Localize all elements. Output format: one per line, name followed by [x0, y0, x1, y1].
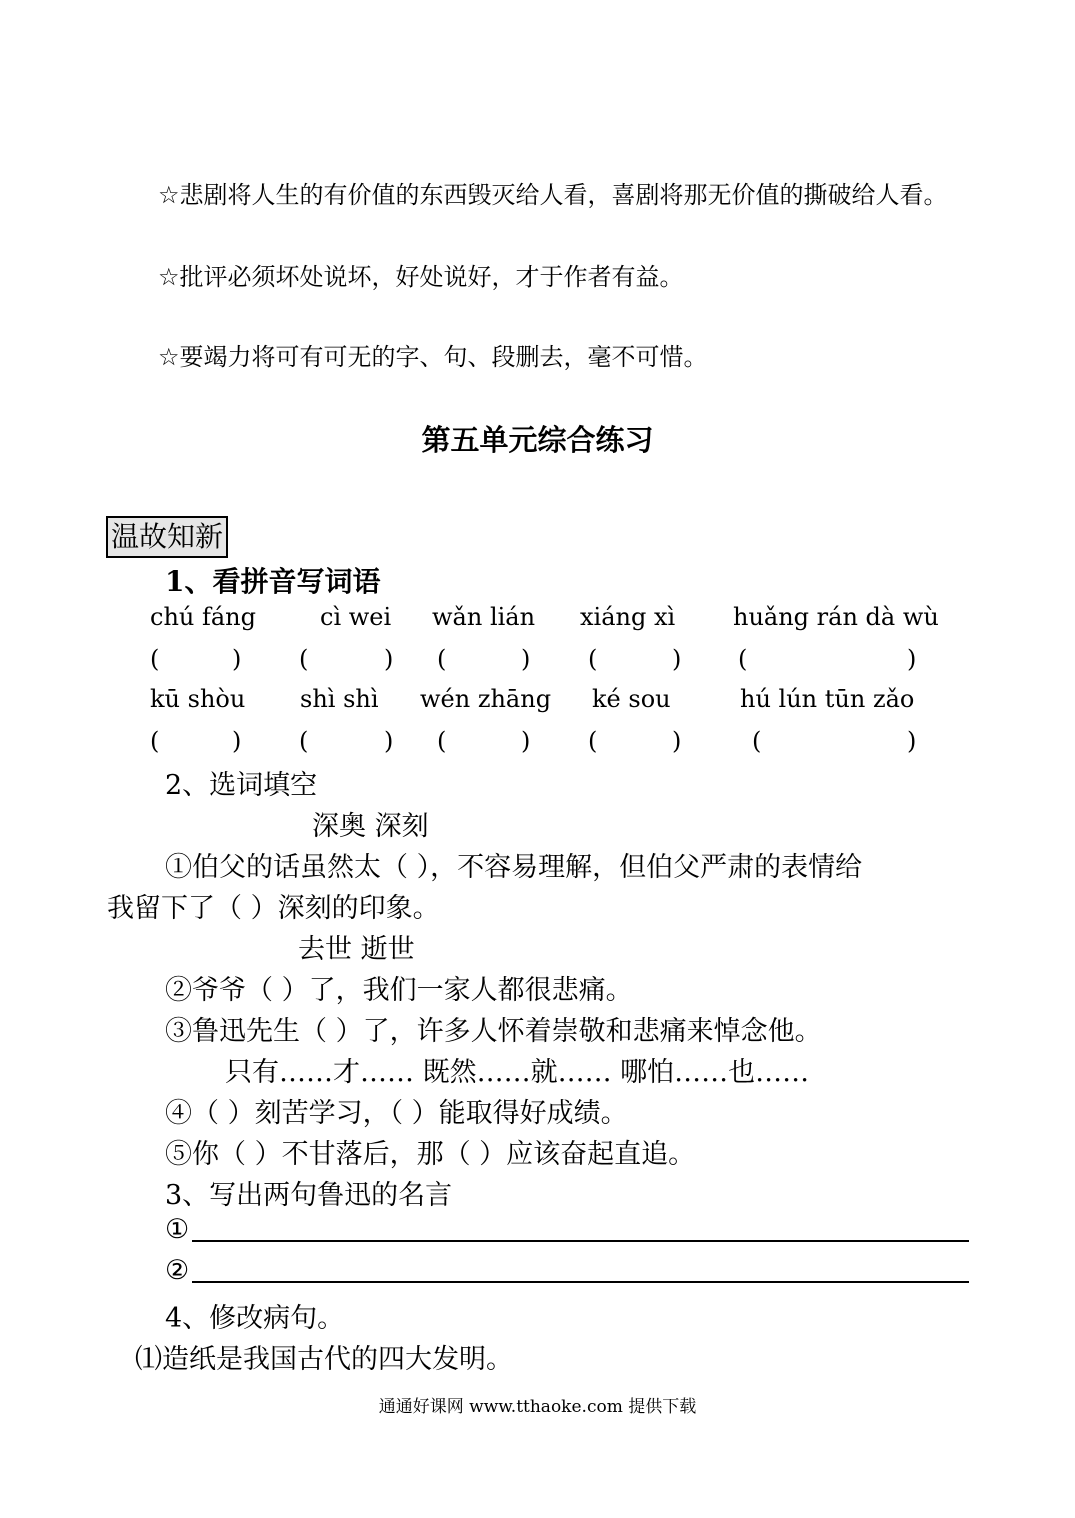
- answer-mark-1: ①: [165, 1214, 190, 1245]
- sentence-1-line-1: ①伯父的话虽然太（ ），不容易理解，但伯父严肃的表情给: [165, 852, 863, 883]
- pinyin-3: wǎn lián: [432, 603, 536, 631]
- q2-heading: 2、选词填空: [165, 770, 318, 801]
- q4-sentence-1: ⑴造纸是我国古代的四大发明。: [135, 1344, 513, 1375]
- quote-3: ☆要竭力将可有可无的字、句、段删去，毫不可惜。: [158, 343, 708, 371]
- pinyin-10: hú lún tūn zǎo: [740, 685, 915, 713]
- q3-heading: 3、写出两句鲁迅的名言: [165, 1180, 453, 1211]
- page-title: 第五单元综合练习: [421, 423, 654, 457]
- answer-paren-close: ): [232, 727, 242, 755]
- pinyin-6: kū shòu: [150, 685, 246, 713]
- word-choices-1: 深奥 深刻: [312, 811, 429, 842]
- answer-paren-close: ): [521, 727, 531, 755]
- answer-paren-open: (: [752, 727, 762, 755]
- answer-paren-close: ): [672, 645, 682, 673]
- answer-paren-close: ): [672, 727, 682, 755]
- answer-paren-open: (: [150, 645, 160, 673]
- answer-paren-open: (: [588, 727, 598, 755]
- answer-paren-close: ): [384, 645, 394, 673]
- section-label: 温故知新: [106, 516, 228, 558]
- answer-paren-open: (: [588, 645, 598, 673]
- answer-paren-open: (: [437, 727, 447, 755]
- answer-paren-close: ): [384, 727, 394, 755]
- answer-line-2: [192, 1281, 969, 1283]
- sentence-4: ④（ ）刻苦学习，（ ）能取得好成绩。: [165, 1098, 628, 1129]
- q1-heading: 1、看拼音写词语: [165, 565, 381, 598]
- word-choices-3: 只有……才…… 既然……就…… 哪怕……也……: [225, 1057, 810, 1088]
- word-choices-2: 去世 逝世: [298, 934, 415, 965]
- answer-paren-open: (: [299, 645, 309, 673]
- sentence-1-line-2: 我留下了（ ）深刻的印象。: [107, 893, 440, 924]
- answer-paren-close: ): [907, 645, 917, 673]
- pinyin-4: xiáng xì: [580, 603, 676, 631]
- pinyin-9: ké sou: [592, 685, 671, 713]
- answer-paren-open: (: [738, 645, 748, 673]
- pinyin-7: shì shì: [300, 685, 379, 713]
- answer-paren-close: ): [521, 645, 531, 673]
- pinyin-1: chú fáng: [150, 603, 256, 631]
- sentence-3: ③鲁迅先生（ ）了，许多人怀着崇敬和悲痛来悼念他。: [165, 1016, 822, 1047]
- pinyin-2: cì wei: [320, 603, 392, 631]
- sentence-5: ⑤你（ ）不甘落后，那（ ）应该奋起直追。: [165, 1139, 696, 1170]
- q4-heading: 4、修改病句。: [165, 1303, 345, 1334]
- answer-paren-open: (: [437, 645, 447, 673]
- pinyin-5: huǎng rán dà wù: [733, 603, 939, 631]
- sentence-2: ②爷爷（ ）了，我们一家人都很悲痛。: [165, 975, 633, 1006]
- quote-2: ☆批评必须坏处说坏，好处说好，才于作者有益。: [158, 263, 684, 291]
- answer-paren-close: ): [907, 727, 917, 755]
- answer-mark-2: ②: [165, 1255, 190, 1286]
- answer-paren-close: ): [232, 645, 242, 673]
- quote-1: ☆悲剧将人生的有价值的东西毁灭给人看，喜剧将那无价值的撕破给人看。: [158, 181, 948, 209]
- answer-paren-open: (: [299, 727, 309, 755]
- answer-paren-open: (: [150, 727, 160, 755]
- pinyin-8: wén zhāng: [420, 685, 552, 713]
- answer-line-1: [192, 1240, 969, 1242]
- footer-credit: 通通好课网 www.tthaoke.com 提供下载: [378, 1397, 697, 1417]
